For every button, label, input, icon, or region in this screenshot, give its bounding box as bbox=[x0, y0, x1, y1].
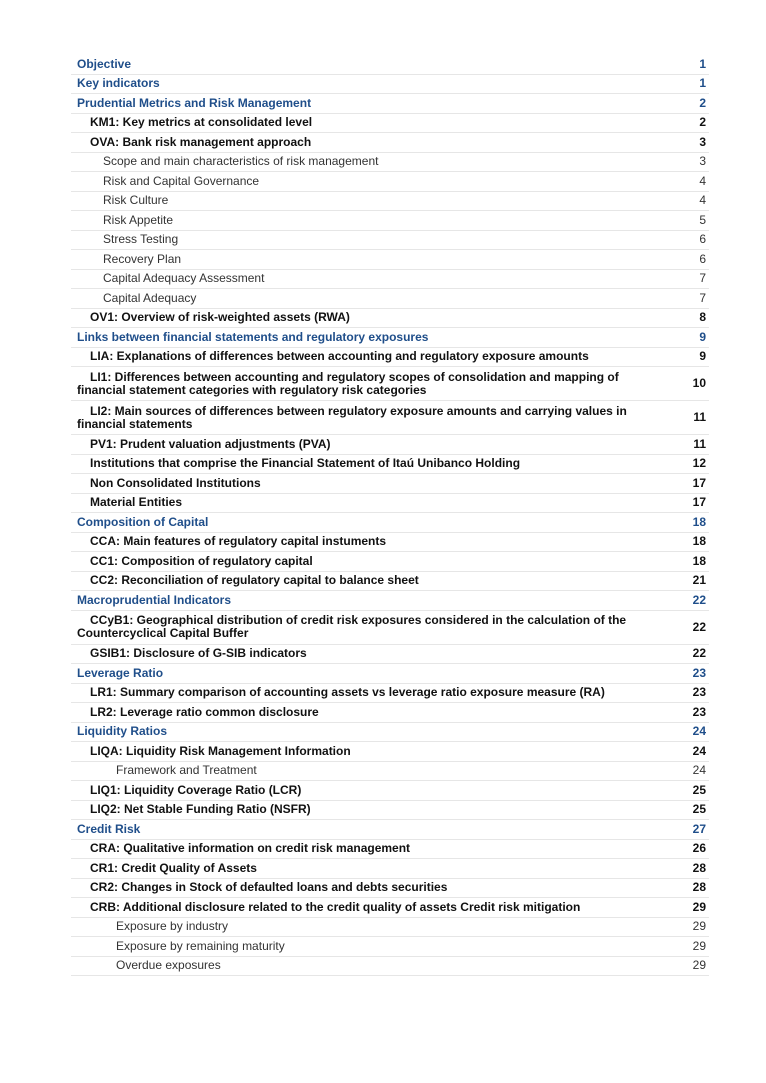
toc-entry-title: CCyB1: Geographical distribution of credit risk exposures considered in the calculation of the Countercyclical Capital Buffer bbox=[77, 613, 627, 640]
toc-entry[interactable] bbox=[71, 781, 709, 801]
toc-entry-page: 24 bbox=[692, 763, 706, 778]
toc-entry-title: CR1: Credit Quality of Assets bbox=[90, 860, 257, 875]
toc-entry-title: LR1: Summary comparison of accounting assets vs leverage ratio exposure measure (RA) bbox=[90, 685, 605, 700]
toc-entry-title: Credit Risk bbox=[77, 821, 141, 836]
toc-entry-title: CR2: Changes in Stock of defaulted loans and debts securities bbox=[90, 880, 448, 895]
toc-entry-page: 2 bbox=[699, 95, 706, 110]
toc-entry-title: Prudential Metrics and Risk Management bbox=[77, 95, 312, 110]
toc-entry[interactable] bbox=[71, 859, 709, 879]
toc-entry-title: Institutions that comprise the Financial Statement of Itaú Unibanco Holding bbox=[90, 456, 521, 471]
toc-entry-page: 6 bbox=[699, 232, 706, 247]
toc-entry-title: Exposure by industry bbox=[116, 919, 229, 934]
toc-entry[interactable] bbox=[71, 664, 709, 684]
toc-entry-page: 24 bbox=[692, 724, 706, 739]
toc-entry-page: 4 bbox=[699, 193, 706, 208]
toc-entry-title: GSIB1: Disclosure of G-SIB indicators bbox=[90, 646, 307, 661]
toc-entry-page: 24 bbox=[692, 743, 706, 758]
toc-entry-title: Material Entities bbox=[90, 495, 183, 510]
toc-entry-page: 29 bbox=[692, 958, 706, 973]
toc-entry[interactable] bbox=[71, 801, 709, 821]
toc-entry-title: Liquidity Ratios bbox=[77, 724, 167, 739]
toc-entry-title: CCA: Main features of regulatory capital instuments bbox=[90, 534, 387, 549]
toc-entry[interactable] bbox=[71, 435, 709, 455]
toc-entry[interactable] bbox=[71, 401, 709, 435]
toc-entry-page: 9 bbox=[699, 349, 706, 364]
toc-entry[interactable] bbox=[71, 309, 709, 329]
toc-entry-title: Overdue exposures bbox=[116, 958, 221, 973]
toc-entry[interactable] bbox=[71, 840, 709, 860]
toc-entry[interactable] bbox=[71, 494, 709, 514]
toc-entry-page: 2 bbox=[699, 115, 706, 130]
toc-entry[interactable] bbox=[71, 533, 709, 553]
toc-entry-title: LIA: Explanations of differences between accounting and regulatory exposure amounts bbox=[90, 349, 589, 364]
toc-entry-page: 29 bbox=[692, 899, 706, 914]
toc-entry-page: 18 bbox=[692, 514, 706, 529]
toc-entry-title: Key indicators bbox=[77, 76, 160, 91]
toc-entry[interactable] bbox=[71, 552, 709, 572]
toc-entry-title: CRB: Additional disclosure related to the credit quality of assets Credit risk mitigation bbox=[90, 899, 581, 914]
toc-entry[interactable] bbox=[71, 474, 709, 494]
toc-entry-page: 3 bbox=[699, 154, 706, 169]
toc-entry-page: 25 bbox=[692, 782, 706, 797]
toc-entry[interactable] bbox=[71, 762, 709, 782]
toc-entry-title: LI2: Main sources of differences between regulatory exposure amounts and carrying values in financial statements bbox=[77, 403, 627, 431]
toc-entry-title: OVA: Bank risk management approach bbox=[90, 134, 312, 149]
toc-entry[interactable] bbox=[71, 289, 709, 309]
toc-entry[interactable] bbox=[71, 455, 709, 475]
toc-entry-title: Framework and Treatment bbox=[116, 763, 257, 778]
toc-entry-page: 18 bbox=[692, 553, 706, 568]
toc-entry-title: Capital Adequacy bbox=[103, 290, 197, 305]
toc-entry-page: 4 bbox=[699, 173, 706, 188]
toc-entry[interactable] bbox=[71, 957, 709, 977]
toc-entry-page: 28 bbox=[692, 860, 706, 875]
toc-entry[interactable] bbox=[71, 94, 709, 114]
toc-entry-page: 17 bbox=[692, 495, 706, 510]
toc-entry[interactable] bbox=[71, 75, 709, 95]
toc-entry-page: 11 bbox=[693, 410, 706, 424]
toc-entry[interactable] bbox=[71, 645, 709, 665]
toc-entry-page: 22 bbox=[692, 646, 706, 661]
toc-entry[interactable] bbox=[71, 270, 709, 290]
toc-entry[interactable] bbox=[71, 55, 709, 75]
toc-entry-page: 10 bbox=[692, 376, 706, 390]
toc-entry-title: Capital Adequacy Assessment bbox=[103, 271, 265, 286]
toc-entry-title: OV1: Overview of risk-weighted assets (RWA) bbox=[90, 310, 350, 325]
toc-entry[interactable] bbox=[71, 231, 709, 251]
toc-entry-title: Composition of Capital bbox=[77, 514, 209, 529]
toc-entry-page: 11 bbox=[693, 436, 706, 451]
toc-entry[interactable] bbox=[71, 250, 709, 270]
toc-entry[interactable] bbox=[71, 879, 709, 899]
toc-entry[interactable] bbox=[71, 192, 709, 212]
toc-entry[interactable] bbox=[71, 611, 709, 645]
toc-entry-page: 23 bbox=[692, 665, 706, 680]
toc-entry-title: Scope and main characteristics of risk management bbox=[103, 154, 379, 169]
table-of-contents bbox=[71, 55, 709, 976]
toc-entry-page: 17 bbox=[692, 475, 706, 490]
toc-entry[interactable] bbox=[71, 172, 709, 192]
toc-entry-title: Risk Culture bbox=[103, 193, 169, 208]
toc-entry-title: KM1: Key metrics at consolidated level bbox=[90, 115, 313, 130]
toc-entry-page: 1 bbox=[699, 56, 706, 71]
toc-entry-title: LI1: Differences between accounting and regulatory scopes of consolidation and mapping of financial statement categories with regulatory risk categories bbox=[77, 369, 619, 397]
toc-entry-page: 6 bbox=[699, 251, 706, 266]
toc-entry[interactable] bbox=[71, 820, 709, 840]
toc-entry-page: 23 bbox=[692, 685, 706, 700]
toc-entry-title: CRA: Qualitative information on credit risk management bbox=[90, 841, 411, 856]
toc-entry-page: 7 bbox=[699, 290, 706, 305]
toc-entry-page: 5 bbox=[699, 212, 706, 227]
toc-entry[interactable] bbox=[71, 367, 709, 401]
toc-entry-page: 22 bbox=[692, 619, 706, 634]
toc-entry[interactable] bbox=[71, 937, 709, 957]
toc-entry[interactable] bbox=[71, 918, 709, 938]
toc-entry[interactable] bbox=[71, 211, 709, 231]
toc-entry-title: Links between financial statements and regulatory exposures bbox=[77, 329, 429, 344]
toc-entry-title: LIQ2: Net Stable Funding Ratio (NSFR) bbox=[90, 802, 311, 817]
toc-entry-page: 26 bbox=[692, 841, 706, 856]
toc-entry[interactable] bbox=[71, 723, 709, 743]
toc-entry-page: 3 bbox=[699, 134, 706, 149]
toc-entry[interactable] bbox=[71, 348, 709, 368]
toc-entry-page: 7 bbox=[699, 271, 706, 286]
toc-entry-title: Recovery Plan bbox=[103, 251, 182, 266]
toc-entry[interactable] bbox=[71, 153, 709, 173]
toc-entry-title: Macroprudential Indicators bbox=[77, 592, 232, 607]
toc-entry-title: Exposure by remaining maturity bbox=[116, 938, 285, 953]
toc-entry-title: Stress Testing bbox=[103, 232, 179, 247]
toc-entry-title: Objective bbox=[77, 56, 132, 71]
toc-entry[interactable] bbox=[71, 133, 709, 153]
toc-entry[interactable] bbox=[71, 684, 709, 704]
toc-entry[interactable] bbox=[71, 513, 709, 533]
toc-entry-page: 9 bbox=[699, 329, 706, 344]
toc-entry-page: 1 bbox=[699, 76, 706, 91]
toc-entry[interactable] bbox=[71, 591, 709, 611]
toc-entry-page: 29 bbox=[692, 919, 706, 934]
toc-entry-title: Risk and Capital Governance bbox=[103, 173, 260, 188]
toc-entry-page: 28 bbox=[692, 880, 706, 895]
toc-entry-page: 27 bbox=[692, 821, 706, 836]
toc-entry-title: LIQ1: Liquidity Coverage Ratio (LCR) bbox=[90, 782, 302, 797]
toc-entry[interactable] bbox=[71, 742, 709, 762]
toc-entry[interactable] bbox=[71, 572, 709, 592]
toc-entry-title: LIQA: Liquidity Risk Management Information bbox=[90, 743, 351, 758]
toc-entry-title: Leverage Ratio bbox=[77, 665, 164, 680]
toc-entry-page: 25 bbox=[692, 802, 706, 817]
toc-entry-page: 23 bbox=[692, 704, 706, 719]
toc-entry-page: 12 bbox=[692, 456, 706, 471]
toc-entry[interactable] bbox=[71, 703, 709, 723]
toc-entry-page: 21 bbox=[692, 573, 706, 588]
toc-entry[interactable] bbox=[71, 898, 709, 918]
toc-entry[interactable] bbox=[71, 328, 709, 348]
toc-entry-title: CC1: Composition of regulatory capital bbox=[90, 553, 313, 568]
toc-entry-page: 8 bbox=[699, 310, 706, 325]
toc-entry-title: LR2: Leverage ratio common disclosure bbox=[90, 704, 319, 719]
toc-entry-page: 29 bbox=[692, 938, 706, 953]
toc-entry-title: Non Consolidated Institutions bbox=[90, 475, 261, 490]
toc-entry-title: Risk Appetite bbox=[103, 212, 174, 227]
toc-entry-page: 22 bbox=[692, 592, 706, 607]
toc-entry-title: PV1: Prudent valuation adjustments (PVA) bbox=[90, 436, 331, 451]
toc-entry[interactable] bbox=[71, 114, 709, 134]
toc-entry-title: CC2: Reconciliation of regulatory capital to balance sheet bbox=[90, 573, 419, 588]
toc-entry-page: 18 bbox=[692, 534, 706, 549]
